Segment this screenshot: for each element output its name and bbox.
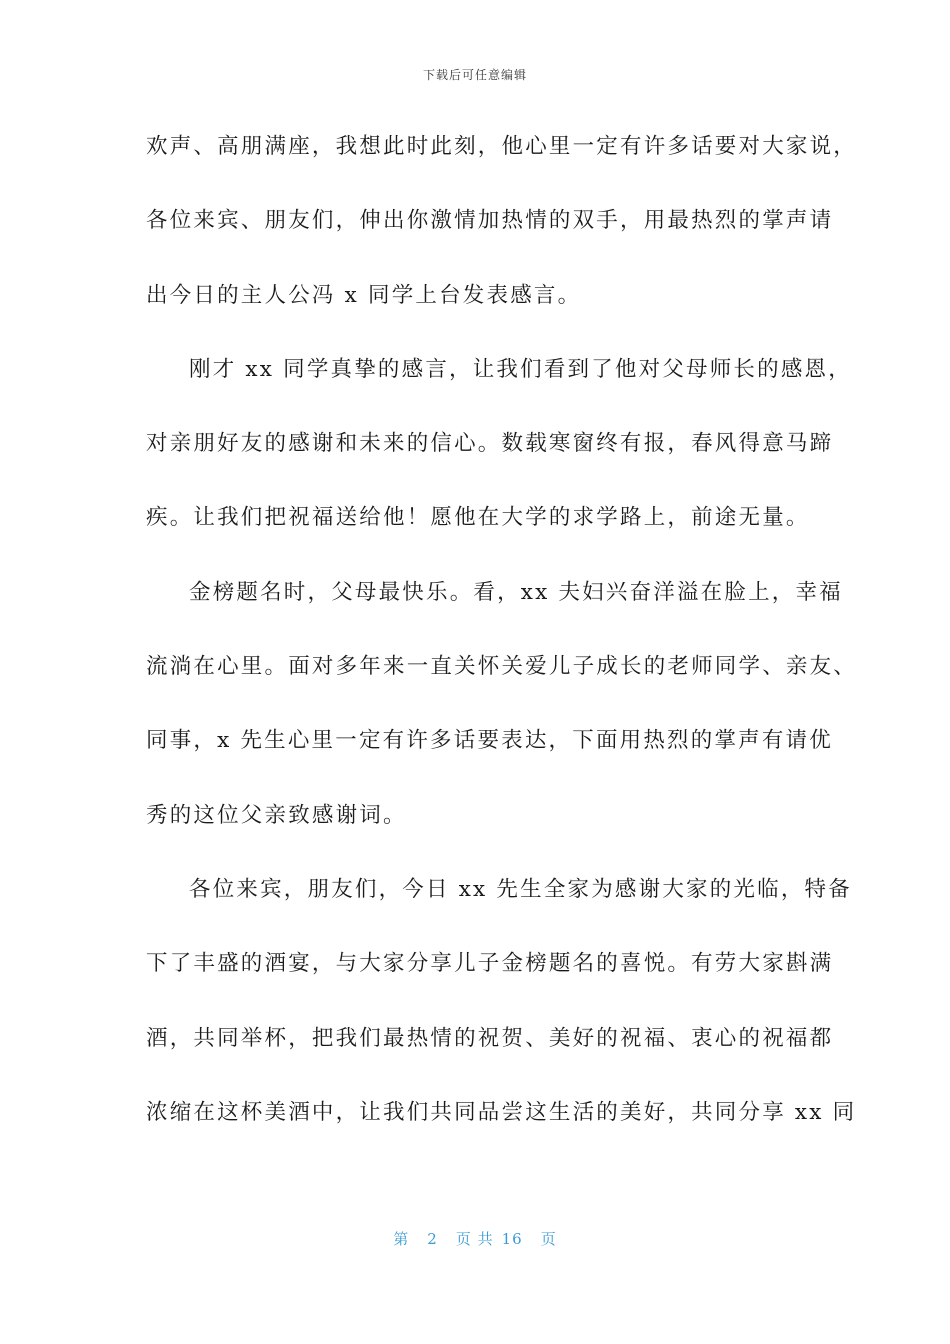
text-line-11: 各位来宾，朋友们，今日 xx 先生全家为感谢大家的光临，特备 (189, 876, 852, 902)
body-text (146, 128, 858, 1168)
text-line-3: 出今日的主人公冯 x 同学上台发表感言。 (146, 282, 582, 308)
text-line-9: 同事，x 先生心里一定有许多话要表达，下面用热烈的掌声有请优 (146, 728, 833, 754)
text-line-2: 各位来宾、朋友们，伸出你激情加热情的双手，用最热烈的掌声请 (146, 208, 834, 234)
page-footer (0, 1228, 950, 1249)
text-line-4: 刚才 xx 同学真挚的感言，让我们看到了他对父母师长的感恩， (189, 356, 852, 382)
footer-total-pages: 16 (501, 1230, 523, 1248)
text-line-6: 疾。让我们把祝福送给他！愿他在大学的求学路上，前途无量。 (146, 505, 810, 531)
text-line-14: 浓缩在这杯美酒中，让我们共同品尝这生活的美好，共同分享 xx 同 (146, 1099, 857, 1125)
footer-suffix: 页 (540, 1230, 557, 1248)
footer-current-page: 2 (427, 1230, 438, 1248)
text-line-13: 酒，共同举杯，把我们最热情的祝贺、美好的祝福、衷心的祝福都 (146, 1025, 834, 1051)
header-note: 下载后可任意编辑 (422, 68, 527, 82)
text-line-12: 下了丰盛的酒宴，与大家分享儿子金榜题名的喜悦。有劳大家斟满 (146, 951, 834, 977)
text-line-5: 对亲朋好友的感谢和未来的信心。数载寒窗终有报，春风得意马蹄 (146, 431, 834, 457)
footer-middle: 页 共 (455, 1230, 494, 1248)
text-line-7: 金榜题名时，父母最快乐。看，xx 夫妇兴奋洋溢在脸上，幸福 (189, 579, 843, 605)
text-line-10: 秀的这位父亲致感谢词。 (146, 802, 407, 828)
footer-prefix: 第 (393, 1230, 410, 1248)
text-line-1: 欢声、高朋满座，我想此时此刻，他心里一定有许多话要对大家说， (146, 134, 858, 159)
text-line-8: 流淌在心里。面对多年来一直关怀关爱儿子成长的老师同学、亲友、 (146, 654, 858, 680)
